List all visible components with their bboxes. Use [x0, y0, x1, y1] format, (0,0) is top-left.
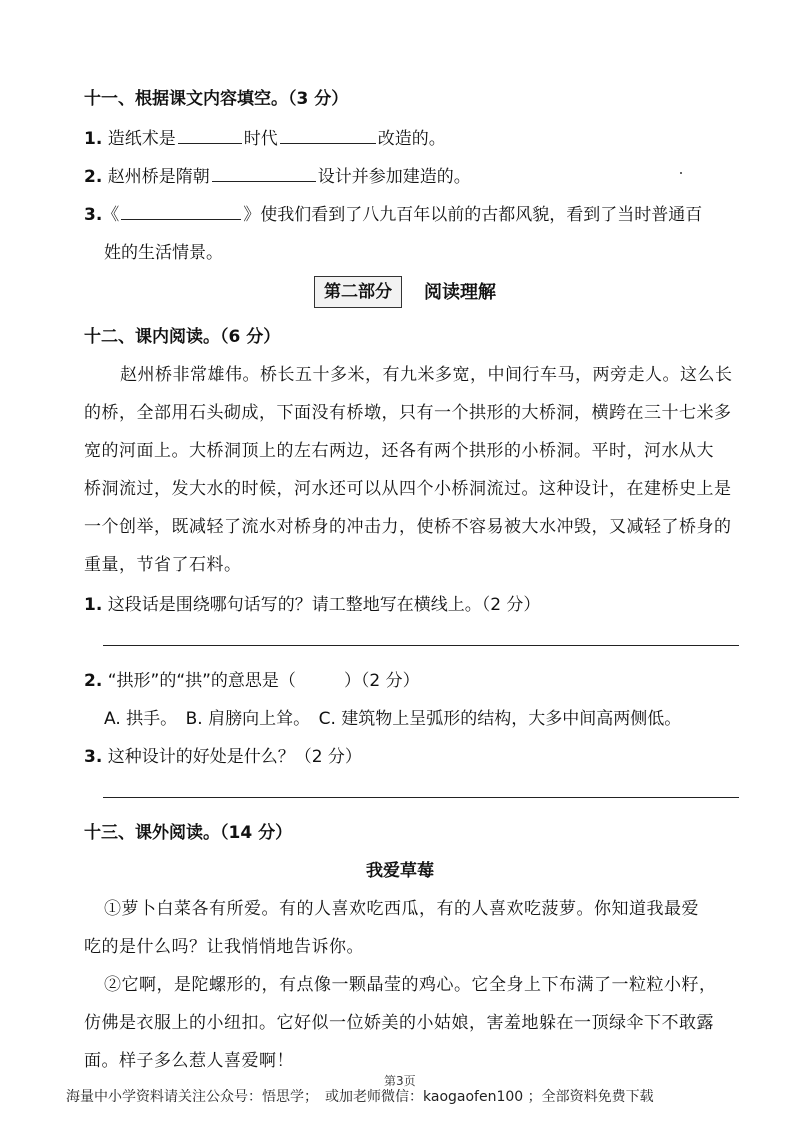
passage-line: 重量，节省了石料。 [84, 555, 242, 575]
q11-3-continuation: 姓的生活情景。 [104, 243, 223, 263]
answer-line[interactable] [103, 797, 739, 798]
q12-2-text-a: “拱形”的“拱”的意思是（ [107, 671, 296, 691]
footer-note: 海量中小学资料请关注公众号：悟思学； 或加老师微信：kaogaofen100 ；全部资料免费下载 [66, 1089, 654, 1105]
q12-1-number: 1. [84, 595, 103, 615]
passage-line: 仿佛是衣服上的小纽扣。它好似一位娇美的小姑娘，害羞地躲在一顶绿伞下不敢露 [84, 1013, 714, 1033]
q12-1 [84, 590, 540, 615]
section-12-heading: 十二、课内阅读。（6 分） [84, 327, 281, 347]
q11-3-text-b: 》使我们看到了八九百年以前的古都风貌，看到了当时普通百 [243, 205, 703, 225]
q11-1-text-b: 时代 [243, 129, 278, 149]
blank[interactable] [280, 142, 376, 144]
q12-3-text: 这种设计的好处是什么？（2 分） [107, 747, 362, 767]
passage-line: 吃的是什么吗？让我悄悄地告诉你。 [84, 937, 364, 957]
q12-1-text: 这段话是围绕哪句话写的？请工整地写在横线上。（2 分） [107, 595, 541, 615]
passage-line: 一个创举，既减轻了流水对桥身的冲击力，使桥不容易被大水冲毁，又减轻了桥身的 [84, 517, 732, 537]
q11-2-text-a: 赵州桥是隋朝 [107, 167, 210, 187]
q11-1 [84, 124, 446, 149]
speck [680, 172, 682, 174]
q11-2-number: 2. [84, 167, 103, 187]
blank[interactable] [178, 142, 242, 144]
passage-line: 的桥，全部用石头砌成，下面没有桥墩，只有一个拱形的大桥洞，横跨在三十七米多 [84, 403, 732, 423]
reading-title: 我爱草莓 [366, 861, 434, 881]
passage-line: 赵州桥非常雄伟。桥长五十多米，有九米多宽，中间行车马，两旁走人。这么长 [120, 365, 733, 385]
passage-line: 桥洞流过，发大水的时候，河水还可以从四个小桥洞流过。这种设计，在建桥史上是 [84, 479, 732, 499]
q11-3-number: 3. [84, 205, 103, 225]
passage-line: 宽的河面上。大桥洞顶上的左右两边，还各有两个拱形的小桥洞。平时，河水从大 [84, 441, 714, 461]
blank[interactable] [212, 180, 316, 182]
q12-2-text-b: ）（2 分） [343, 671, 420, 691]
q11-1-text-c: 改造的。 [377, 129, 446, 149]
q11-2-text-b: 设计并参加建造的。 [317, 167, 471, 187]
q11-3-text-a: 《 [102, 205, 120, 225]
answer-line[interactable] [103, 645, 739, 646]
q12-3 [84, 742, 362, 767]
q12-3-number: 3. [84, 747, 103, 767]
q11-1-text-a: 造纸术是 [107, 129, 176, 149]
passage-line: 面。样子多么惹人喜爱啊！ [84, 1051, 294, 1071]
passage-line: ①萝卜白菜各有所爱。有的人喜欢吃西瓜，有的人喜欢吃菠萝。你知道我最爱 [104, 899, 699, 919]
page-number: 第3页 [384, 1074, 416, 1088]
section-13-heading: 十三、课外阅读。（14 分） [84, 823, 293, 843]
blank[interactable] [121, 218, 241, 220]
q11-1-number: 1. [84, 129, 103, 149]
q12-2-number: 2. [84, 671, 103, 691]
part-two-label: 第二部分 [314, 276, 402, 308]
section-11-heading: 十一、根据课文内容填空。（3 分） [84, 89, 349, 109]
q11-3 [84, 200, 702, 225]
q12-2 [84, 666, 420, 691]
passage-line: ②它啊，是陀螺形的，有点像一颗晶莹的鸡心。它全身上下布满了一粒粒小籽， [104, 975, 717, 995]
part-two-title: 阅读理解 [424, 282, 496, 303]
q11-2 [84, 162, 471, 187]
q12-2-options: A. 拱手。 B. 肩膀向上耸。 C. 建筑物上呈弧形的结构，大多中间高两侧低。 [104, 709, 682, 729]
